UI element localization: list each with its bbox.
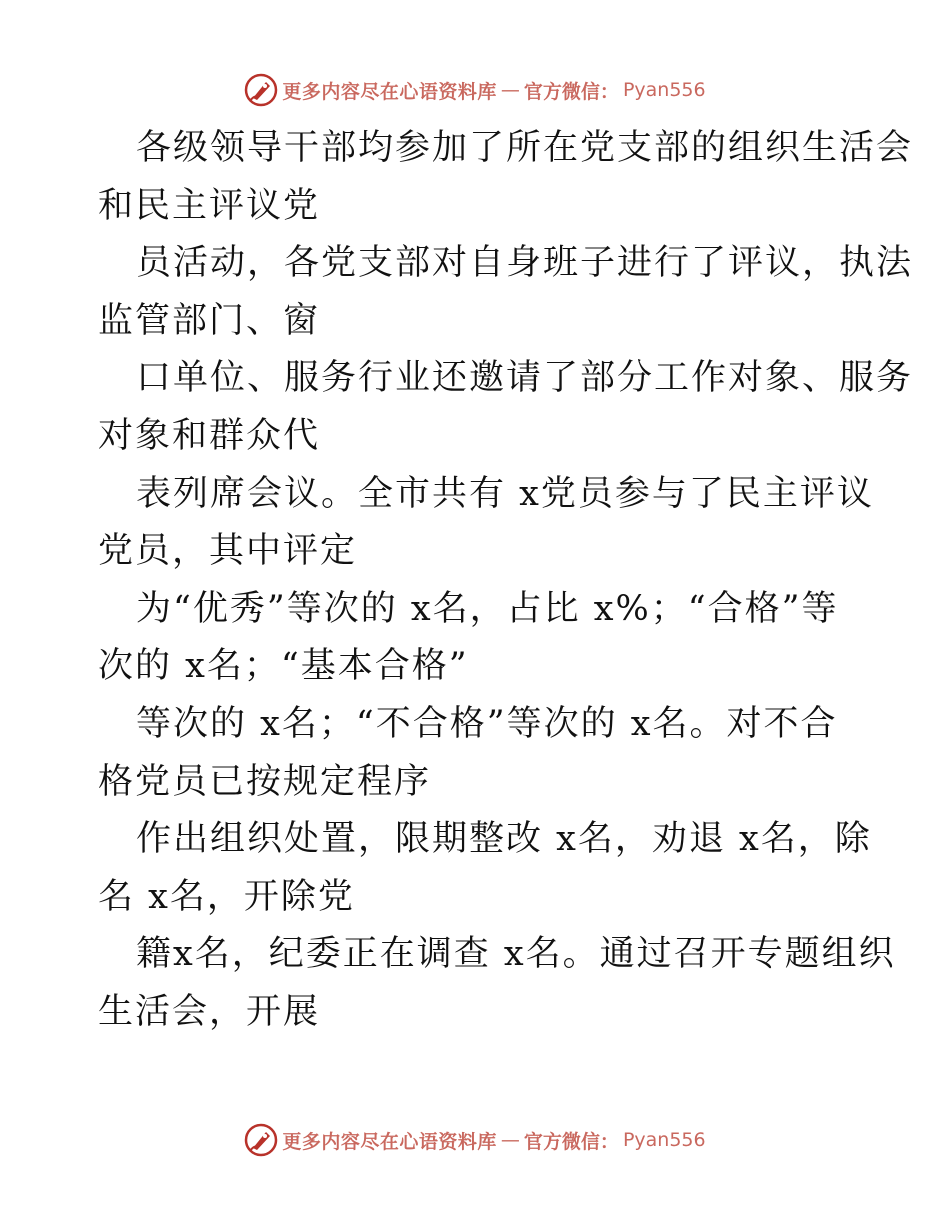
- body-line: 口单位、服务行业还邀请了部分工作对象、服务: [136, 358, 914, 399]
- banner-title: 更多内容尽在心语资料库: [282, 80, 497, 103]
- body-line: 监管部门、窗: [98, 300, 321, 341]
- wechat-label: 官方微信：: [523, 80, 619, 103]
- body-line: 等次的 x名；“不合格”等次的 x名。对不合: [136, 703, 838, 744]
- body-line: 籍x名，纪委正在调查 x名。通过召开专题组织: [136, 934, 896, 975]
- body-line: 和民主评议党: [98, 185, 321, 226]
- body-line: 为“优秀”等次的 x名，占比 x%；“合格”等: [136, 588, 839, 629]
- pen-nib-logo-icon: [244, 1123, 278, 1157]
- body-line: 生活会，开展: [98, 991, 321, 1032]
- body-line: 名 x名，开除党: [98, 876, 355, 917]
- pen-nib-logo-icon: [244, 73, 278, 107]
- body-line: 员活动，各党支部对自身班子进行了评议，执法: [136, 243, 914, 284]
- wechat-id: Pyan556: [622, 79, 706, 101]
- header-banner: [0, 70, 950, 110]
- document-body: [98, 120, 914, 1042]
- body-line: 作出组织处置，限期整改 x名，劝退 x名，除: [136, 819, 872, 860]
- banner-separator: —: [500, 79, 520, 101]
- body-line: 格党员已按规定程序: [98, 761, 432, 802]
- body-line: 对象和群众代: [98, 415, 321, 456]
- wechat-id: Pyan556: [622, 1129, 706, 1151]
- wechat-label: 官方微信：: [523, 1130, 619, 1153]
- body-line: 党员，其中评定: [98, 531, 358, 572]
- banner-separator: —: [500, 1129, 520, 1151]
- body-line: 次的 x名；“基本合格”: [98, 646, 469, 687]
- footer-banner: [0, 1120, 950, 1160]
- banner-title: 更多内容尽在心语资料库: [282, 1130, 497, 1153]
- body-line: 表列席会议。全市共有 x党员参与了民主评议: [136, 473, 874, 514]
- body-line: 各级领导干部均参加了所在党支部的组织生活会: [136, 128, 914, 168]
